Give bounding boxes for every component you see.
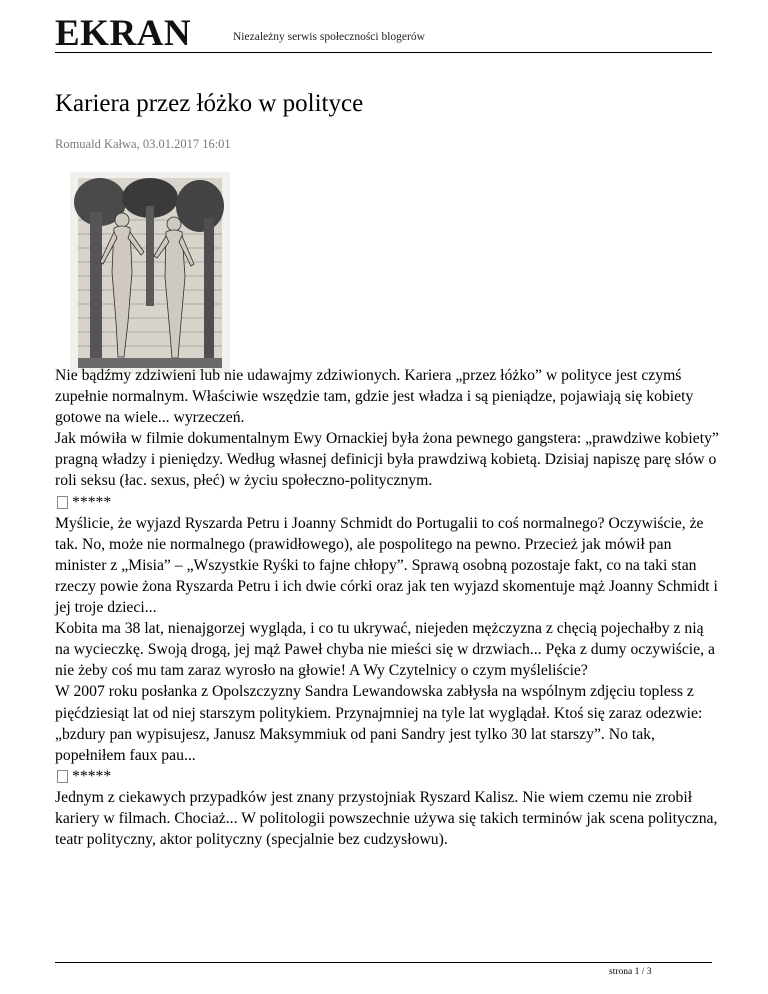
missing-glyph-icon [57,770,68,783]
article-body [55,365,720,850]
section-separator: ***** [55,492,720,513]
paragraph: Jak mówiła w filmie dokumentalnym Ewy Ornackiej była żona pewnego gangstera: „prawdziwe kobiety” pragną władzy i pieniędzy. Według własnej definicji była prawdziwą kobietą. Dzisiaj napiszę parę słów o roli seksu (łac. sexus, płeć) w życiu społeczno-politycznym. [55,430,719,490]
missing-glyph-icon [57,496,68,509]
article-meta: Romuald Kałwa, 03.01.2017 16:01 [55,137,231,151]
paragraph: W 2007 roku posłanka z Opolszczyzny Sandra Lewandowska zabłysła na wspólnym zdjęciu topless z pięćdziesiąt lat od niej starszym politykiem. Przynajmniej na tyle lat wyglądał. Ktoś się zaraz odezwie: „bzdury pan wypisujesz, Janusz Maksymmiuk od pani Sandry jest tylko 30 lat starszy”. No tak, popełniłem faux pau... [55,683,703,764]
paragraph: Nie bądźmy zdziwieni lub nie udawajmy zdziwionych. Kariera „przez łóżko” w polityce jest czymś zupełnie normalnym. Właściwie wszędzie tam, gdzie jest władza i są pieniądze, pojawiają się kobiety gotowe na wiele... wyrzeczeń. [55,367,694,427]
site-tagline: Niezależny serwis społeczności blogerów [233,31,425,43]
paragraph: Kobita ma 38 lat, nienajgorzej wygląda, i co tu ukrywać, niejeden mężczyzna z chęcią pojechałby z nią na wycieczkę. Swoją drogą, jej mąż Paweł chyba nie mieści się w drzwiach... Pęka z dumy oczywiście, a nie żeby coś mu tam zaraz wyrosło na głowie! A Wy Czytelnicy o czym myśleliście? [55,620,715,680]
site-logo[interactable] [55,14,191,54]
page-number: strona 1 / 3 [609,967,652,977]
footer-divider [55,962,712,963]
article-title: Kariera przez łóżko w polityce [55,90,364,117]
paragraph: Jednym z ciekawych przypadków jest znany przystojniak Ryszard Kalisz. Nie wiem czemu nie zrobił kariery w filmach. Chociaż... W politologii powszechnie używa się takich terminów jak scena polityczna, teatr polityczny, aktor polityczny (specjalnie bez cudzysłowu). [55,788,718,849]
logo-text: EKRAN [55,13,192,54]
page-header [55,14,712,53]
section-separator: ***** [55,766,720,787]
paragraph: Myślicie, że wyjazd Ryszarda Petru i Joanny Schmidt do Portugalii to coś normalnego? Oczywiście, że tak. No, może nie normalnego (prawidłowego), ale pospolitego na pewno. Przecież jak mówił pan minister z „Misia” – „Wszystkie Ryśki to fajne chłopy”. Sprawą osobną pozostaje fakt, co na taki stan rzeczy powie żona Ryszarda Petru i ich dwie córki oraz jak ten wyjazd skomentuje mąż Joanny Schmidt i jej troje dzieci... [55,514,718,617]
article-illustration [70,172,230,374]
